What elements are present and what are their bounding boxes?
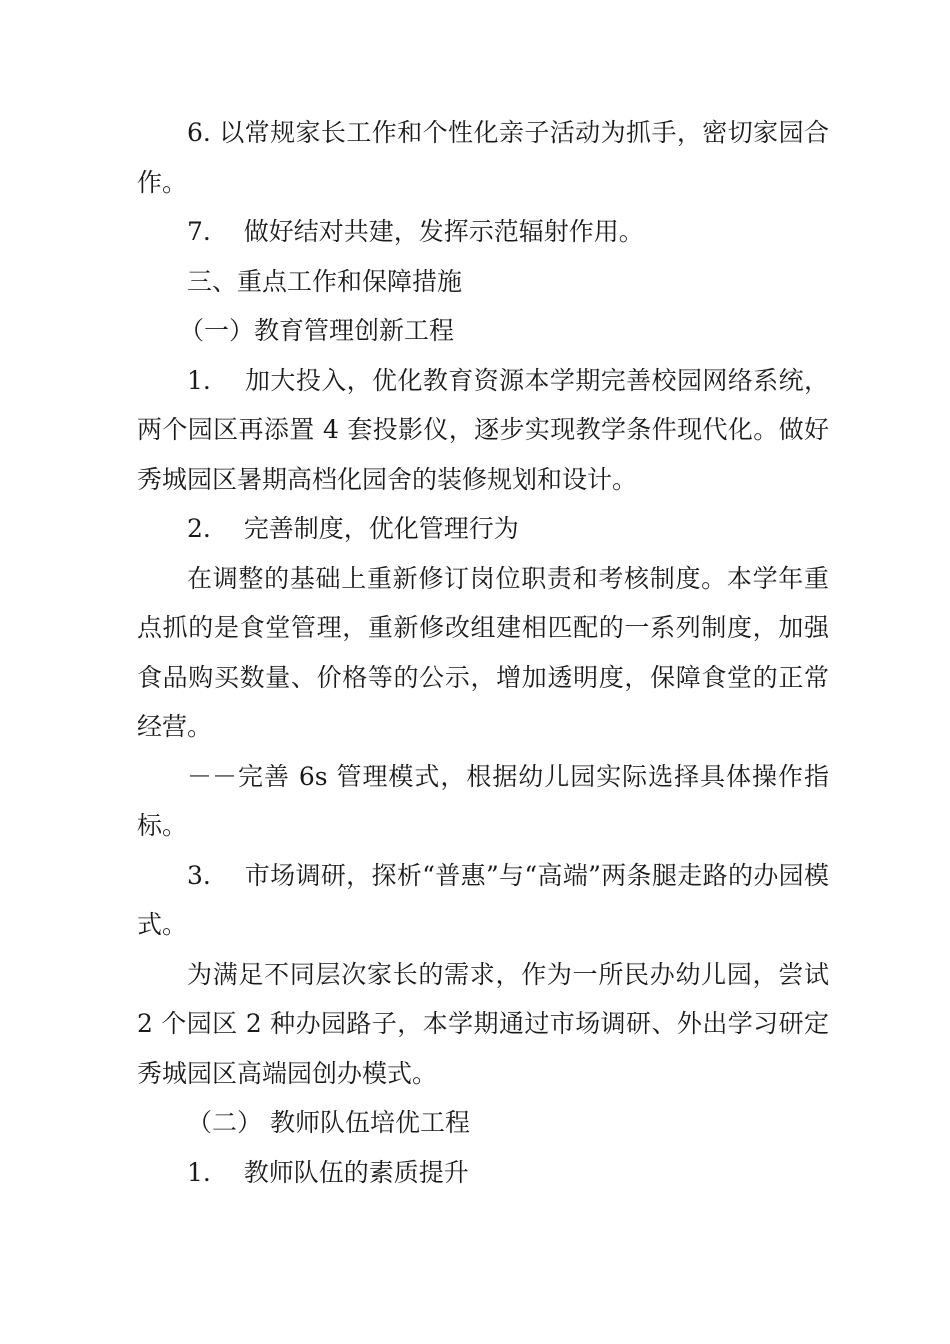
paragraph-item-3: 3. 市场调研，探析“普惠”与“高端”两条腿走路的办园模式。 xyxy=(137,860,829,939)
body-paragraph: 为满足不同层次家长的需求，作为一所民办幼儿园，尝试 2 个园区 2 种办园路子，本学期通过市场调研、外出学习研定秀城园区高端园创办模式。 xyxy=(137,959,837,1088)
section-heading-3: 三、重点工作和保障措施 xyxy=(187,266,463,296)
subsection-heading-2: （二） 教师队伍培优工程 xyxy=(187,1108,470,1137)
subsection-heading-1: （一）教育管理创新工程 xyxy=(179,316,455,345)
paragraph-item-6: 6. 以常规家长工作和个性化亲子活动为抓手，密切家园合作。 xyxy=(137,118,829,197)
body-paragraph: －－完善 6s 管理模式，根据幼儿园实际选择具体操作指标。 xyxy=(137,761,829,840)
paragraph-item-2: 2. 完善制度，优化管理行为 xyxy=(187,514,519,543)
paragraph-item-1: 1. 加大投入，优化教育资源本学期完善校园网络系统，两个园区再添置 4 套投影仪，逐步实现教学条件现代化。做好秀城园区暑期高档化园舍的装修规划和设计。 xyxy=(137,365,829,494)
paragraph-item-7: 7. 做好结对共建，发挥示范辐射作用。 xyxy=(187,217,644,246)
document-body xyxy=(137,108,837,1197)
paragraph-item-1b: 1. 教师队伍的素质提升 xyxy=(187,1157,469,1187)
body-paragraph: 在调整的基础上重新修订岗位职责和考核制度。本学年重点抓的是食堂管理，重新修改组建相匹配的一系列制度，加强食品购买数量、价格等的公示，增加透明度，保障食堂的正常经营。 xyxy=(137,563,829,741)
